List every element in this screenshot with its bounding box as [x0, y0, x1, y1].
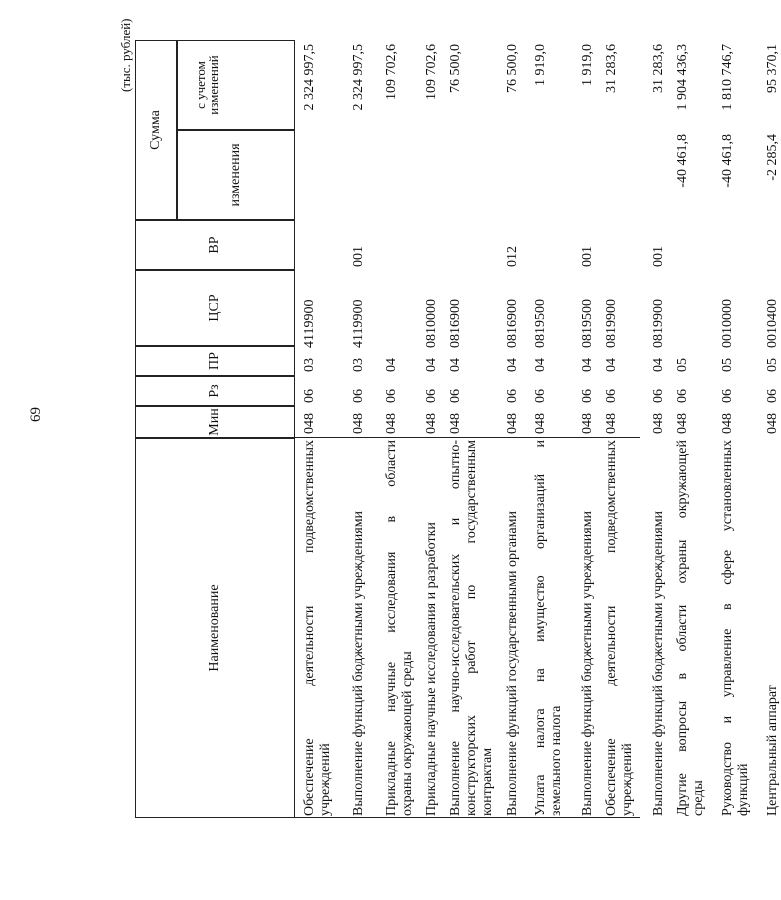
row-csr: 0816900 — [505, 299, 520, 348]
row-name-line: Выполнение функций государственными органами — [505, 511, 520, 816]
row-change: -40 461,8 — [720, 134, 735, 188]
row-name — [448, 440, 496, 816]
row-name-line: Выполнение функций бюджетными учреждениями — [351, 510, 366, 816]
row-pr: 04 — [424, 358, 439, 372]
row-min: 048 — [580, 413, 595, 434]
row-name — [302, 440, 334, 816]
header-name-text: Наименование — [207, 584, 222, 672]
row-name-line: Выполнение научно-исследовательских и опытно- — [448, 440, 463, 816]
row-change: -2 285,4 — [765, 134, 780, 181]
row-vr: 012 — [505, 246, 520, 267]
row-total: 76 500,0 — [505, 44, 520, 93]
row-pr: 05 — [675, 358, 690, 372]
header-vr-text: ВР — [207, 236, 222, 254]
row-name — [384, 440, 416, 816]
row-min: 048 — [765, 413, 780, 434]
row-csr: 0819900 — [651, 299, 666, 348]
row-name — [533, 440, 565, 816]
row-min: 048 — [675, 413, 690, 434]
row-name-line: Другие вопросы в области охраны окружающей — [675, 440, 690, 816]
row-pr: 04 — [580, 358, 595, 372]
row-name — [351, 440, 367, 816]
header-csr — [135, 270, 295, 346]
row-csr: 0816900 — [448, 299, 463, 348]
row-total: 1 810 746,7 — [720, 44, 735, 111]
row-name-line: земельного налога — [549, 705, 564, 816]
row-name-line: контрактам — [480, 747, 495, 816]
row-name-line: учреждений — [620, 743, 635, 816]
row-csr: 0819500 — [580, 299, 595, 348]
row-name — [765, 440, 781, 816]
row-csr: 0819900 — [604, 299, 619, 348]
row-rz: 06 — [580, 389, 595, 403]
header-with-changes — [177, 40, 295, 130]
row-total: 95 370,1 — [765, 44, 780, 93]
row-rz: 06 — [675, 389, 690, 403]
units-label: (тыс. рублей) — [118, 18, 133, 92]
row-rz: 06 — [765, 389, 780, 403]
row-name-line: Прикладные научные исследования в области — [384, 440, 399, 816]
row-csr: 4119900 — [351, 299, 366, 348]
row-name-line: Центральный аппарат — [765, 685, 780, 816]
row-pr: 05 — [765, 358, 780, 372]
row-min: 048 — [651, 413, 666, 434]
row-total: 109 702,6 — [424, 44, 439, 100]
row-rz: 06 — [424, 389, 439, 403]
row-rz: 06 — [651, 389, 666, 403]
row-name-line: Руководство и управление в сфере установленных — [720, 440, 735, 816]
row-rz: 06 — [448, 389, 463, 403]
header-pr-text: ПР — [207, 352, 222, 370]
row-total: 2 324 997,5 — [351, 44, 366, 111]
header-with-changes-line1: с учетом — [193, 61, 208, 109]
row-total: 2 324 997,5 — [302, 44, 317, 111]
header-min-text: Мин — [207, 408, 222, 436]
column-rule — [295, 817, 640, 818]
row-min: 048 — [424, 413, 439, 434]
row-min: 048 — [720, 413, 735, 434]
row-total: 109 702,6 — [384, 44, 399, 100]
row-rz: 06 — [533, 389, 548, 403]
row-vr: 001 — [651, 246, 666, 267]
row-min: 048 — [448, 413, 463, 434]
header-sum — [135, 40, 177, 220]
row-name-line: Уплата налога на имущество организаций и — [533, 440, 548, 816]
row-vr: 001 — [351, 246, 366, 267]
header-rz-text: Рз — [207, 384, 222, 398]
row-rz: 06 — [604, 389, 619, 403]
row-min: 048 — [505, 413, 520, 434]
row-pr: 04 — [448, 358, 463, 372]
header-changes-text: изменения — [228, 143, 243, 207]
row-vr: 001 — [580, 246, 595, 267]
row-rz: 06 — [720, 389, 735, 403]
row-min: 048 — [533, 413, 548, 434]
header-with-changes-line2: изменений — [206, 55, 221, 115]
row-pr: 03 — [351, 358, 366, 372]
header-min — [135, 406, 295, 438]
header-sum-text: Сумма — [148, 110, 163, 150]
header-pr — [135, 346, 295, 376]
row-pr: 04 — [384, 358, 399, 372]
row-name-line: конструкторских работ по государственным — [464, 440, 479, 816]
header-changes — [177, 130, 295, 220]
row-name — [720, 440, 752, 816]
row-pr: 04 — [505, 358, 520, 372]
row-name — [580, 440, 596, 816]
row-total: 76 500,0 — [448, 44, 463, 93]
row-name-line: функций — [736, 763, 751, 816]
row-pr: 05 — [720, 358, 735, 372]
row-min: 048 — [351, 413, 366, 434]
row-name-line: Обеспечение деятельности подведомственных — [604, 440, 619, 816]
row-total: 1 919,0 — [580, 44, 595, 86]
row-pr: 04 — [651, 358, 666, 372]
row-total: 31 283,6 — [651, 44, 666, 93]
row-csr: 4119900 — [302, 299, 317, 348]
row-name-line: Прикладные научные исследования и разработки — [424, 522, 439, 816]
row-csr: 0010000 — [720, 299, 735, 348]
row-pr: 04 — [533, 358, 548, 372]
row-name-line: охраны окружающей среды — [400, 651, 415, 816]
row-pr: 04 — [604, 358, 619, 372]
row-name-line: Выполнение функций бюджетными учреждениями — [651, 510, 666, 816]
page-number: 69 — [28, 407, 44, 422]
row-csr: 0010400 — [765, 299, 780, 348]
row-csr: 0810000 — [424, 299, 439, 348]
row-total: 1 919,0 — [533, 44, 548, 86]
row-name — [505, 440, 521, 816]
row-min: 048 — [302, 413, 317, 434]
row-name-line: среды — [691, 780, 706, 816]
row-name-line: Выполнение функций бюджетными учреждениями — [580, 510, 595, 816]
header-vr — [135, 220, 295, 270]
row-change: -40 461,8 — [675, 134, 690, 188]
row-min: 048 — [384, 413, 399, 434]
row-name-line: учреждений — [318, 743, 333, 816]
row-pr: 03 — [302, 358, 317, 372]
row-csr: 0819500 — [533, 299, 548, 348]
row-name — [675, 440, 707, 816]
column-rule — [295, 437, 640, 438]
row-rz: 06 — [384, 389, 399, 403]
row-rz: 06 — [505, 389, 520, 403]
row-rz: 06 — [302, 389, 317, 403]
row-rz: 06 — [351, 389, 366, 403]
row-min: 048 — [604, 413, 619, 434]
row-total: 1 904 436,3 — [675, 44, 690, 111]
row-name — [424, 440, 440, 816]
row-name — [651, 440, 667, 816]
row-total: 31 283,6 — [604, 44, 619, 93]
header-rz — [135, 376, 295, 406]
row-name-line: Обеспечение деятельности подведомственных — [302, 440, 317, 816]
row-name — [604, 440, 636, 816]
header-csr-text: ЦСР — [207, 294, 222, 322]
header-name — [135, 438, 295, 818]
